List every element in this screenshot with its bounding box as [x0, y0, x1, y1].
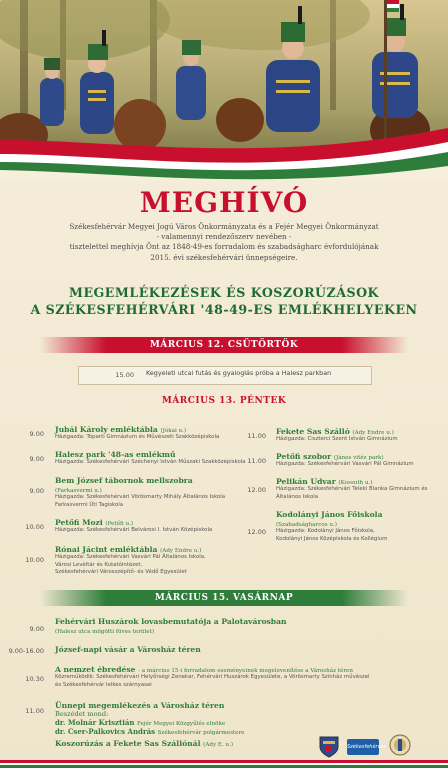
- event-location: (János vitéz park): [333, 455, 384, 461]
- coat-of-arms-logo: [318, 735, 340, 763]
- event-desc: Házigazda: Tóparti Gimnázium és Művészeti Szakközépiskola: [55, 434, 220, 440]
- event-desc: Házigazda: Székesfehérvári Belvárosi I. István Középiskola: [55, 527, 213, 533]
- list-item: [55, 476, 225, 509]
- list-item: [55, 701, 244, 748]
- event-name: Fehérvári Huszárok lovasbemutatója a Palotavárosban: [55, 617, 287, 626]
- intro-line: tisztelettel meghívja Önt az 1848-49-es forradalom és szabadságharc évfordulójának: [69, 242, 379, 252]
- headline-line: MEGEMLÉKEZÉSEK ÉS KOSZORÚZÁSOK: [69, 285, 379, 300]
- list-item: [276, 510, 388, 543]
- city-logo: [347, 739, 386, 755]
- event-desc: Városi Levéltár és Kutatóintézet,: [55, 561, 143, 568]
- event-desc: Házigazda: Székesfehérvári Vörösmarty Mihály Általános Iskola: [55, 494, 226, 500]
- event-desc: Házigazda: Székesfehérvári Vasvári Pál Gimnázium: [276, 461, 414, 467]
- headline-line: A SZÉKESFEHÉRVÁRI '48-49-ES EMLÉKHELYEKEN: [30, 302, 418, 317]
- event-time: 12.00: [247, 528, 266, 536]
- speaker-name: dr. Cser-Palkovics András: [55, 727, 156, 736]
- day2-heading: MÁRCIUS 13. PÉNTEK: [161, 396, 287, 406]
- page-title: MEGHÍVÓ: [139, 186, 309, 219]
- day1-band: MÁRCIUS 12. CSÜTÖRTÖK: [40, 337, 408, 353]
- event-time: 12.00: [247, 486, 266, 494]
- event-name: József-napi vásár a Városház téren: [55, 645, 201, 654]
- city-logo-text: Székesfehérvár: [347, 744, 386, 750]
- event-time: 10.30: [25, 675, 44, 683]
- list-item: [276, 477, 427, 501]
- list-item: [55, 617, 287, 635]
- event-name: Koszorúzás a Fekete Sas Szállónál: [55, 739, 201, 748]
- event-time: 9.00: [29, 487, 44, 495]
- event-desc: Székesfehérvári Városszépítő- és Védő Egyesület: [55, 569, 187, 576]
- event-location: (Kossuth u.): [338, 480, 373, 486]
- event-desc: Házigazda: Ciszterci Szent István Gimnázium: [276, 436, 398, 442]
- event-name: A nemzet ébredése: [55, 665, 136, 674]
- event-desc: Közreműködik: Székesfehérvári Helyőrségi Zenekar, Fehérvári Huszárok Egyesülete, a Vörösmarty Színház művészei: [55, 674, 370, 680]
- event-location: (Ady E. u.): [203, 742, 234, 748]
- event-time: 10.00: [25, 523, 44, 531]
- event-name: Fekete Sas Szálló: [276, 427, 350, 436]
- event-desc: Farkasvermi Úti Tagiskola: [55, 501, 124, 508]
- day3-band: MÁRCIUS 15. VASÁRNAP: [40, 590, 408, 606]
- event-time: 9.00: [29, 430, 44, 438]
- event-time: 15.00: [115, 371, 134, 379]
- event-time: 9.00: [29, 625, 44, 633]
- intro-line: 2015. évi székesfehérvári ünnepségeire.: [150, 252, 298, 262]
- county-logo: [389, 734, 411, 760]
- intro-line: - valamennyi rendezőszerv nevében -: [156, 232, 292, 242]
- list-item: [276, 427, 398, 444]
- event-name: Pelikán Udvar: [276, 477, 336, 486]
- event-name: Halesz park '48-as emlékmű: [55, 450, 176, 459]
- event-name: Petőfi Mozi: [55, 518, 103, 527]
- event-time: 10.00: [25, 556, 44, 564]
- event-name: Ünnepi megemlékezés a Városház téren: [55, 701, 225, 710]
- list-item: [55, 645, 201, 654]
- speaker-role: Székesfehérvár polgármestere: [157, 730, 245, 736]
- event-desc: Házigazda: Székesfehérvári Vasvári Pál Általános Iskola,: [55, 554, 206, 560]
- event-name: Petőfi szobor: [276, 452, 332, 461]
- list-item: [55, 665, 370, 689]
- event-name: Jubál Károly emléktábla: [55, 425, 158, 434]
- event-time: 11.00: [247, 432, 266, 440]
- event-name: Rónai Jácint emléktábla: [55, 545, 158, 554]
- list-item: [276, 452, 414, 469]
- event-location: - a március 15-i forradalom eseményeinek megelevenítése a Városház téren: [138, 668, 353, 674]
- event-time: 9.00: [29, 455, 44, 463]
- event-desc: Házigazda: Székesfehérvári Széchenyi István Műszaki Szakközépiskola: [55, 459, 246, 465]
- event-desc: Általános Iskola: [276, 493, 319, 500]
- list-item: [55, 545, 206, 577]
- speech-label: Beszédet mond:: [55, 710, 109, 718]
- event-location: (Jókai u.): [160, 428, 187, 434]
- event-time: 9.00-16.00: [8, 647, 44, 655]
- event-location: (Farkasvermi u.): [55, 488, 102, 494]
- event-text: Kegyeleti utcai futás és gyaloglás próba a Halesz parkban: [146, 369, 332, 377]
- event-name: Bem József tábornok mellszobra: [55, 476, 193, 485]
- event-desc: Kodolányi János Középiskola és Kollégium: [276, 535, 388, 542]
- hussars-photo: [0, 0, 448, 180]
- speaker-role: Fejér Megyei Közgyűlés elnöke: [136, 721, 226, 727]
- event-time: 11.00: [25, 707, 44, 715]
- list-item: [55, 425, 219, 442]
- event-desc: és Székesfehérvár lelkes szárnyasai: [55, 681, 152, 688]
- event-name: Kodolányi János Főiskola: [276, 510, 383, 519]
- event-time: 11.00: [247, 457, 266, 465]
- speaker-name: dr. Molnár Krisztián: [55, 718, 135, 727]
- intro-line: Székesfehérvár Megyei Jogú Város Önkormányzata és a Fejér Megyei Önkormányzat: [69, 222, 379, 231]
- list-item: [55, 450, 246, 467]
- headline: [0, 284, 448, 318]
- list-item: [55, 518, 212, 535]
- intro-text: [50, 222, 398, 263]
- event-desc: Házigazda: Székesfehérvári Teleki Blanka Gimnázium és: [276, 486, 428, 492]
- event-location: (Szabadságharcos u.): [276, 522, 337, 528]
- event-location: (Halesz utca mögötti füves terület): [55, 629, 155, 635]
- event-desc: Házigazda: Kodolányi János Főiskola,: [276, 528, 375, 534]
- event-location: (Ady Endre u.): [352, 430, 394, 436]
- event-location: (Petőfi u.): [105, 521, 134, 527]
- event-location: (Ady Endre u.): [160, 548, 202, 554]
